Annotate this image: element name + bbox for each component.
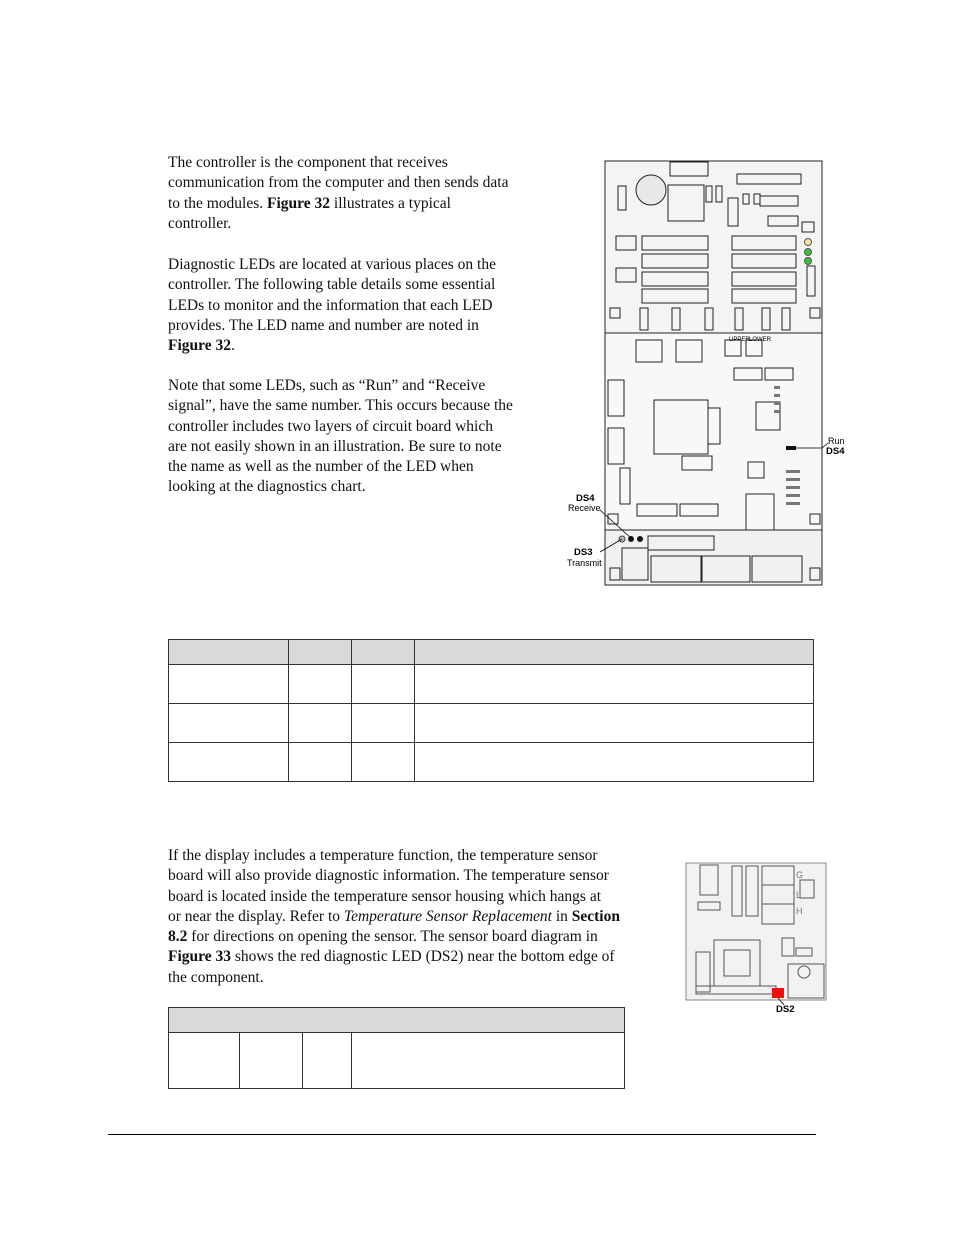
footer-rule [108,1134,816,1135]
table-row [169,665,814,704]
table-row [169,704,814,743]
controller-intro-paragraph: The controller is the component that receives communication from the computer and then sends data to the modules. Figure 32 illustrates a typical controller. [168,154,509,232]
header-cell [169,640,289,665]
table-header-row [169,640,814,665]
amber-led [805,239,812,246]
figure-ref: Figure 32 [267,194,331,212]
section-ref: Temperature Sensor Replacement [343,907,552,925]
controller-board-figure [560,158,845,588]
upper-label: UPPER [729,337,750,343]
ds2-label: DS2 [776,1004,795,1015]
receive-led [628,536,634,542]
header-cell [415,640,814,665]
diagnostic-leds-paragraph: Diagnostic LEDs are located at various places on the controller. The following table details some essential LEDs to monitor and the information that each LED provides. The LED name and number are noted in Figure 32. [168,256,496,355]
table-row [169,1033,625,1089]
h-label: H [796,906,803,916]
green-led [805,258,812,265]
ds4-receive-label: DS4 [576,493,595,504]
green-led [805,249,812,256]
controller-led-table [168,639,814,782]
temperature-sensor-paragraph: If the display includes a temperature function, the temperature sensor board will also provide diagnostic information. The temperature sensor board is located inside the temperature sensor housing which hangs at or near the display. Refer to Temperature Sensor Replacement in Section 8.2 for directions on opening the sensor. The sensor board diagram in Figure 33 shows the red diagnostic LED (DS2) near the bottom edge of the component. [168,847,620,986]
lower-label: LOWER [749,337,772,343]
header-cell [352,640,415,665]
header-cell [169,1008,625,1033]
table-row [169,743,814,782]
l-label: L [796,890,802,900]
table-header-row [169,1008,625,1033]
run-label: Run [828,436,845,446]
header-cell [289,640,352,665]
transmit-led [637,536,643,542]
ds3-label: DS3 [574,547,593,558]
receive-label: Receive [568,503,601,513]
sensor-board-figure [684,860,830,1016]
ds2-led [772,988,784,998]
transmit-label: Transmit [567,558,602,568]
figure-ref: Figure 32 [168,337,231,355]
figure-ref: Figure 33 [168,948,231,966]
g-label: G [796,870,804,880]
sensor-led-table [168,1007,625,1089]
run-led [786,446,796,450]
led-numbers-note-paragraph: Note that some LEDs, such as “Run” and “Receive signal”, have the same number. This occurs because the controller includes two layers of circuit board which are not easily shown in an illustration. Be sure to note the name as well as the number of the LED when looking at the diagnostics chart. [168,377,513,496]
ds4-run-label: DS4 [826,446,845,457]
